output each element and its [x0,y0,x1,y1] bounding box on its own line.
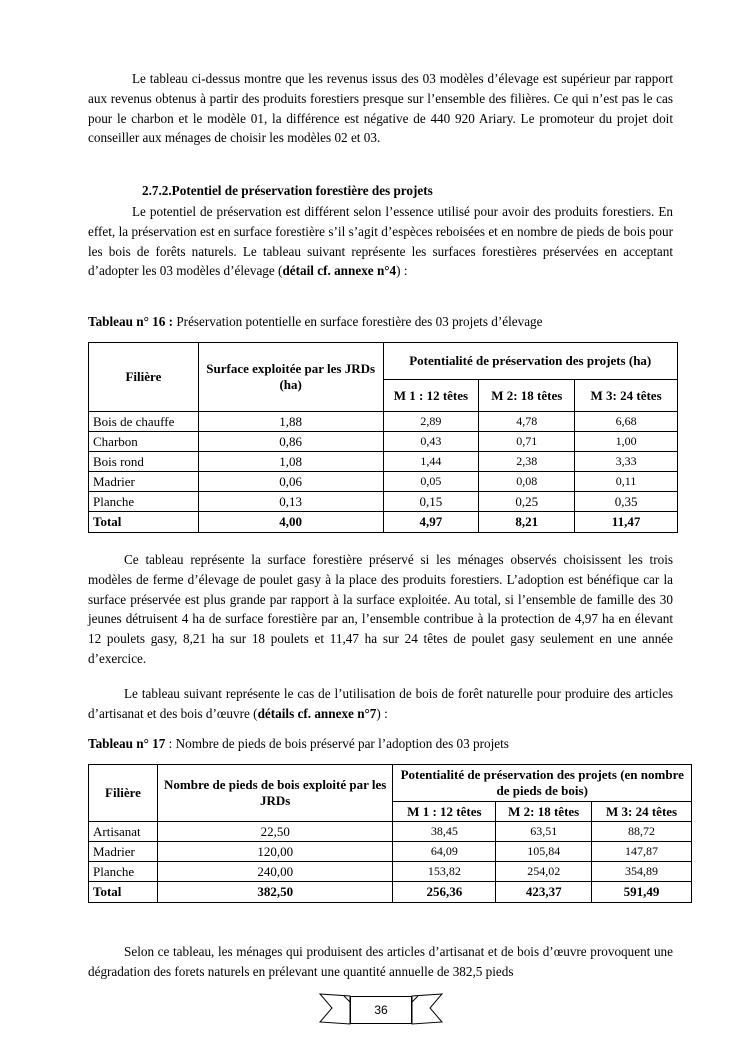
cell: 0,11 [575,472,678,492]
cell: 2,89 [383,412,479,432]
table-row [89,842,692,862]
table16-caption [88,314,543,330]
cell: 254,02 [496,862,592,882]
cell: 22,50 [157,822,392,842]
cell: 1,88 [198,412,383,432]
header-nombre: Nombre de pieds de bois exploité par les JRDs [157,765,392,822]
cell: Madrier [89,842,158,862]
cell: 0,43 [383,432,479,452]
cell: 11,47 [575,512,678,533]
paragraph-analysis: Ce tableau représente la surface forestière préservé si les ménages observés choisissent les trois modèles de ferme d’élevage de poulet gasy à la place des produits forestiers. L’adoption est bénéfique car la surface préservée est plus grande par rapport à la surface exploitée. Au total, si l’ensemble de famille des 30 jeunes détruisent 4 ha de surface forestière par an, l’ensemble contribue à la protection de 4,97 ha en élevant 12 poulets gasy, 8,21 ha sur 18 poulets et 11,47 ha sur 24 têtes de poulet gasy seulement en une année d’exercice. [88,552,673,666]
cell: Artisanat [89,822,158,842]
paragraph-revenus: Le tableau ci-dessus montre que les revenus issus des 03 modèles d’élevage est supérieur par rapport aux revenus obtenus à partir des produits forestiers presque sur l’ensemble des filières. Ce qui n’est pas le cas pour le charbon et le modèle 01, la différence est négative de 440 920 Ariary. Le promoteur du projet doit conseiller aux ménages de choisir les modèles 02 et 03. [88,71,673,146]
cell: 256,36 [393,882,496,903]
header-potential: Potentialité de préservation des projets (en nombre de pieds de bois) [393,765,692,802]
cell: 1,00 [575,432,678,452]
header-m2: M 2: 18 têtes [496,802,592,822]
section-title: Potentiel de préservation forestière des projets [171,183,433,198]
cell: 1,44 [383,452,479,472]
cell: 0,35 [575,492,678,512]
header-m3: M 3: 24 têtes [592,802,692,822]
section-heading [142,183,433,199]
paragraph-artisanat-text: Le tableau suivant représente le cas de l’utilisation de bois de forêt naturelle pour produire des articles d’artisanat et des bois d’œuvre ( [88,686,673,721]
cell: Total [89,882,158,903]
cell: 105,84 [496,842,592,862]
table-row [89,412,678,432]
cell: 6,68 [575,412,678,432]
cell: Planche [89,492,199,512]
table16-caption-label: Tableau n° 16 : [88,314,174,329]
table-row [89,452,678,472]
table-row [89,822,692,842]
table-16 [88,342,678,533]
cell: 591,49 [592,882,692,903]
annex-reference: détails cf. annexe n°7 [257,705,377,721]
table16-caption-text: Préservation potentielle en surface forestière des 03 projets d’élevage [173,314,543,329]
table-row [89,432,678,452]
table17-caption-text: : Nombre de pieds de bois préservé par l’adoption des 03 projets [165,736,509,751]
cell: Charbon [89,432,199,452]
table17-caption-label: Tableau n° [88,736,149,751]
header-m2: M 2: 18 têtes [479,380,575,412]
header-potential: Potentialité de préservation des projets (ha) [383,343,678,380]
cell: 0,08 [479,472,575,492]
cell: Madrier [89,472,199,492]
header-m1: M 1 : 12 têtes [383,380,479,412]
cell: Total [89,512,199,533]
header-m3: M 3: 24 têtes [575,380,678,412]
page-number: 36 [350,996,412,1024]
annex-reference: détail cf. annexe n°4 [282,263,397,279]
paragraph-potentiel-text: Le potentiel de préservation est différent selon l’essence utilisé pour avoir des produits forestiers. En effet, la préservation est en surface forestière s’il s’agit d’espèces reboisées et en nombre de pieds de bois pour les bois de forêts naturels. Le tableau suivant représente les surfaces forestières préservées en acceptant d’adopter les 03 modèles d’élevage ( [88,204,673,279]
cell: 0,06 [198,472,383,492]
table-row [89,492,678,512]
cell: 63,51 [496,822,592,842]
cell: 64,09 [393,842,496,862]
cell: 240,00 [157,862,392,882]
table17-caption [88,736,509,752]
paragraph-conclusion: Selon ce tableau, les ménages qui produisent des articles d’artisanat et de bois d’œuvre provoquent une dégradation des forets naturels en prélevant une quantité annuelle de 382,5 pieds [88,944,673,979]
paragraph-artisanat [88,684,673,724]
cell: 147,87 [592,842,692,862]
cell: 2,38 [479,452,575,472]
header-filiere: Filière [89,765,158,822]
table-row [89,472,678,492]
cell: 0,15 [383,492,479,512]
cell: 382,50 [157,882,392,903]
cell: 0,25 [479,492,575,512]
cell: Planche [89,862,158,882]
cell: 0,05 [383,472,479,492]
header-m1: M 1 : 12 têtes [393,802,496,822]
paragraph-potentiel-end: ) : [396,263,408,279]
cell: Bois rond [89,452,199,472]
cell: 120,00 [157,842,392,862]
paragraph-artisanat-end: ) : [376,705,388,721]
header-surface: Surface exploitée par les JRDs (ha) [198,343,383,412]
section-number: 2.7.2. [142,183,172,198]
paragraph-potentiel [88,202,673,281]
cell: 4,00 [198,512,383,533]
cell: 0,86 [198,432,383,452]
cell: 1,08 [198,452,383,472]
cell: 423,37 [496,882,592,903]
table-row [89,862,692,882]
table-total-row [89,512,678,533]
cell: Bois de chauffe [89,412,199,432]
header-filiere: Filière [89,343,199,412]
cell: 0,71 [479,432,575,452]
cell: 88,72 [592,822,692,842]
cell: 0,13 [198,492,383,512]
cell: 8,21 [479,512,575,533]
cell: 3,33 [575,452,678,472]
cell: 354,89 [592,862,692,882]
cell: 4,78 [479,412,575,432]
cell: 4,97 [383,512,479,533]
cell: 38,45 [393,822,496,842]
table-total-row [89,882,692,903]
table-17 [88,764,692,903]
cell: 153,82 [393,862,496,882]
table17-caption-number: 17 [148,736,166,751]
